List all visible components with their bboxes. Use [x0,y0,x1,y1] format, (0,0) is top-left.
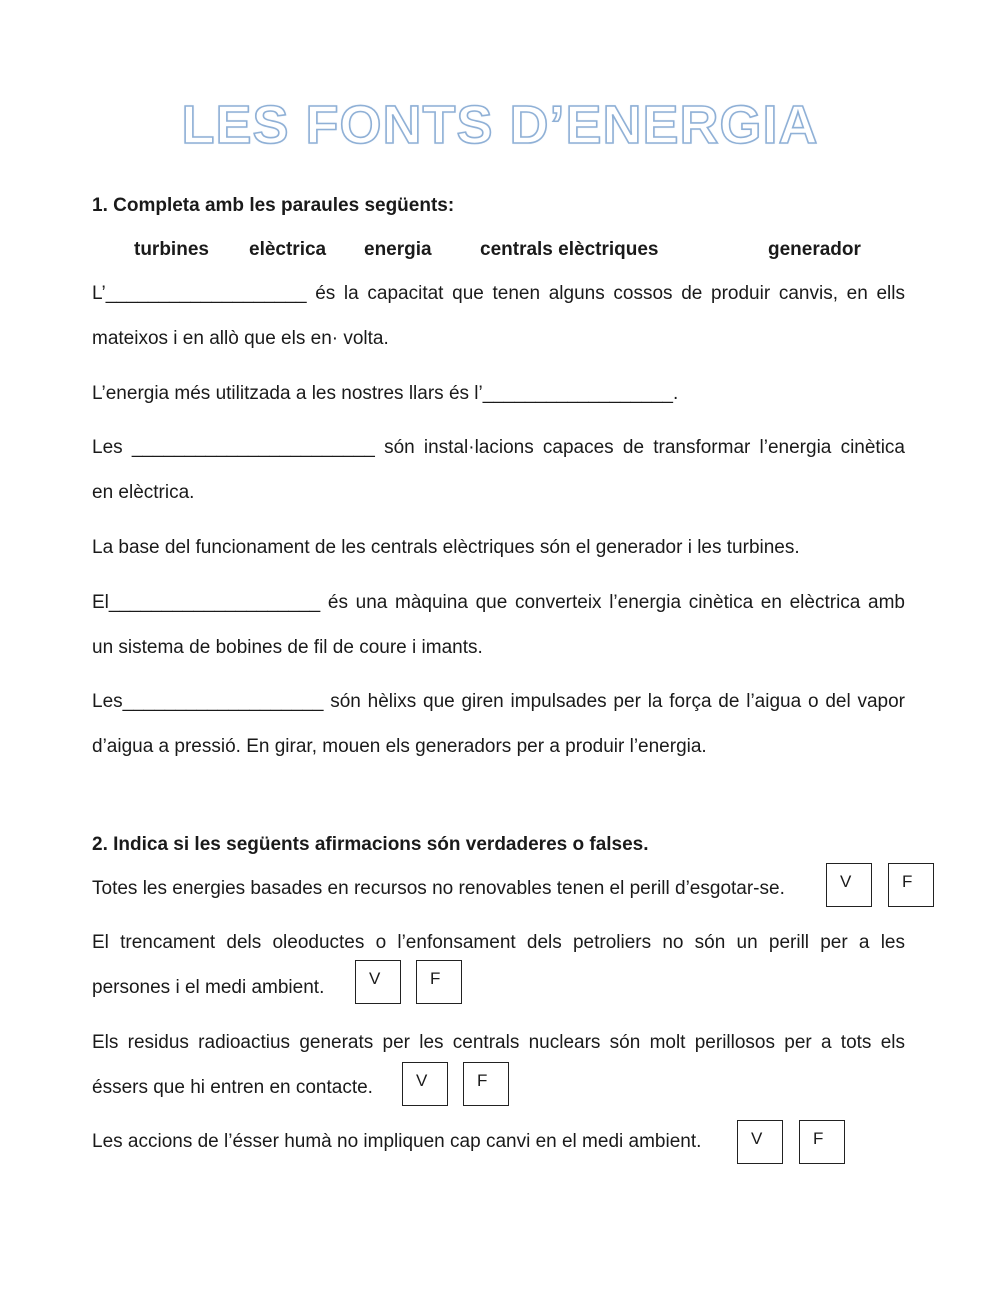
word-bank-item: elèctrica [249,239,327,260]
word-bank-item: centrals elèctriques [480,239,659,260]
text-line: d’aigua a pressió. En girar, mouen els generadors per a produir l’energia. [92,736,707,757]
word-bank-item: energia [364,239,432,260]
page-title: LES FONTS D’ENERGIA [181,95,819,155]
true-label: V [840,872,852,891]
false-label: F [813,1129,824,1148]
statement-text: El trencament dels oleoductes o l’enfonsament dels petroliers no són un perill per a les [92,932,905,953]
true-label: V [751,1129,763,1148]
fill-blank-line: Les _______________________ són instal·lacions capaces de transformar l’energia cinètica [92,437,905,458]
statement-text: éssers que hi entren en contacte. [92,1077,373,1098]
false-checkbox[interactable] [888,863,934,907]
text-line: La base del funcionament de les centrals elèctriques són el generador i les turbines. [92,537,800,558]
false-checkbox[interactable] [416,960,462,1004]
fill-blank-line: Les___________________ són hèlixs que giren impulsades per la força de l’aigua o del vapor [92,691,905,712]
statement-text: Totes les energies basades en recursos no renovables tenen el perill d’esgotar-se. [92,878,785,899]
statement-text: Les accions de l’ésser humà no impliquen cap canvi en el medi ambient. [92,1131,702,1152]
false-label: F [477,1071,488,1090]
true-checkbox[interactable] [826,863,872,907]
text-line: en elèctrica. [92,482,195,503]
true-checkbox[interactable] [737,1120,783,1164]
fill-blank-line: L’___________________ és la capacitat que tenen alguns cossos de produir canvis, en ells [92,283,905,304]
false-label: F [430,969,441,988]
text-line: un sistema de bobines de fil de coure i imants. [92,637,483,658]
fill-blank-line: L’energia més utilitzada a les nostres llars és l’__________________. [92,383,679,404]
section1-heading: 1. Completa amb les paraules següents: [92,195,455,216]
fill-blank-line: El____________________ és una màquina que converteix l’energia cinètica en elèctrica amb [92,592,905,613]
statement-text: Els residus radioactius generats per les centrals nuclears són molt perillosos per a tots els [92,1032,905,1053]
word-bank-item: turbines [134,239,209,260]
true-checkbox[interactable] [355,960,401,1004]
word-bank-item: generador [768,239,861,260]
false-checkbox[interactable] [799,1120,845,1164]
true-checkbox[interactable] [402,1062,448,1106]
statement-text: persones i el medi ambient. [92,977,325,998]
section2-heading: 2. Indica si les següents afirmacions són verdaderes o falses. [92,834,649,855]
false-label: F [902,872,913,891]
true-label: V [416,1071,428,1090]
text-line: mateixos i en allò que els en· volta. [92,328,389,349]
true-label: V [369,969,381,988]
false-checkbox[interactable] [463,1062,509,1106]
